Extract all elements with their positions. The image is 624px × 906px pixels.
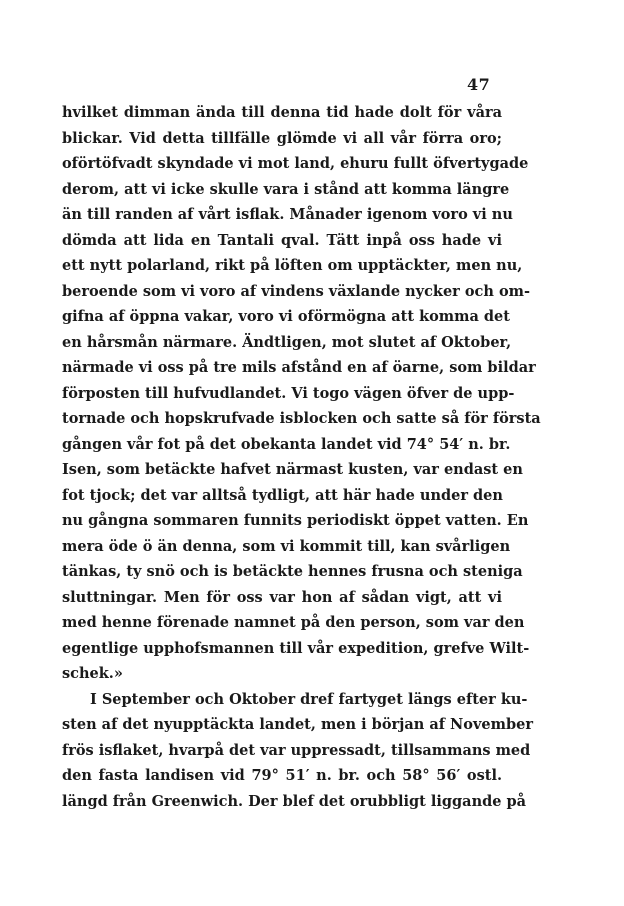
text-line: längd från Greenwich. Der blef det orubbligt liggande på xyxy=(62,792,527,810)
text-line: förposten till hufvudlandet. Vi togo vägen öfver de upp- xyxy=(62,384,515,402)
text-line: tänkas, ty snö och is betäckte hennes frusna och steniga xyxy=(62,563,523,580)
text-line: dömda att lida en Tantali qval. Tätt inpå oss hade vi xyxy=(62,231,502,249)
body-text xyxy=(62,100,541,814)
text-line: tornade och hopskrufvade isblocken och satte så för första xyxy=(62,410,541,427)
text-line: mera öde ö än denna, som vi kommit till, kan svårligen xyxy=(62,537,511,555)
text-line: beroende som vi voro af vindens växlande nycker och om- xyxy=(62,282,530,300)
text-line: gången vår fot på det obekanta landet vid 74° 54′ n. br. xyxy=(62,435,511,453)
text-line: sluttningar. Men för oss var hon af sådan vigt, att vi xyxy=(62,588,502,606)
text-line: närmade vi oss på tre mils afstånd en af öarne, som bildar xyxy=(62,359,536,376)
paragraph-start-line: I September och Oktober dref fartyget längs efter ku- xyxy=(90,690,528,708)
text-line: egentlige upphofsmannen till vår expedition, grefve Wilt- xyxy=(62,639,530,657)
text-line: än till randen af vårt isflak. Månader igenom voro vi nu xyxy=(62,206,513,223)
text-line: nu gångna sommaren funnits periodiskt öppet vatten. En xyxy=(62,512,529,529)
text-line: den fasta landisen vid 79° 51′ n. br. och 58° 56′ ostl. xyxy=(62,767,502,784)
page-number: 47 xyxy=(467,75,491,94)
text-line: hvilket dimman ända till denna tid hade dolt för våra xyxy=(62,104,502,121)
text-line: oförtöfvadt skyndade vi mot land, ehuru fullt öfvertygade xyxy=(62,155,529,172)
text-line: sten af det nyupptäckta landet, men i början af November xyxy=(62,716,533,733)
text-line: derom, att vi icke skulle vara i stånd att komma längre xyxy=(62,180,510,198)
text-line: med henne förenade namnet på den person, som var den xyxy=(62,614,525,631)
text-line: Isen, som betäckte hafvet närmast kusten, var endast en xyxy=(62,461,523,478)
text-line: frös isflaket, hvarpå det var uppressadt, tillsammans med xyxy=(62,741,531,759)
paragraph-end-line: schek.» xyxy=(62,665,123,682)
text-line: en hårsmån närmare. Ändtligen, mot slutet af Oktober, xyxy=(62,333,512,351)
text-line: blickar. Vid detta tillfälle glömde vi all vår förra oro; xyxy=(62,129,502,147)
text-line: gifna af öppna vakar, voro vi oförmögna att komma det xyxy=(62,308,510,325)
text-line: ett nytt polarland, rikt på löften om upptäckter, men nu, xyxy=(62,257,523,274)
text-line: fot tjock; det var alltså tydligt, att här hade under den xyxy=(62,486,503,504)
